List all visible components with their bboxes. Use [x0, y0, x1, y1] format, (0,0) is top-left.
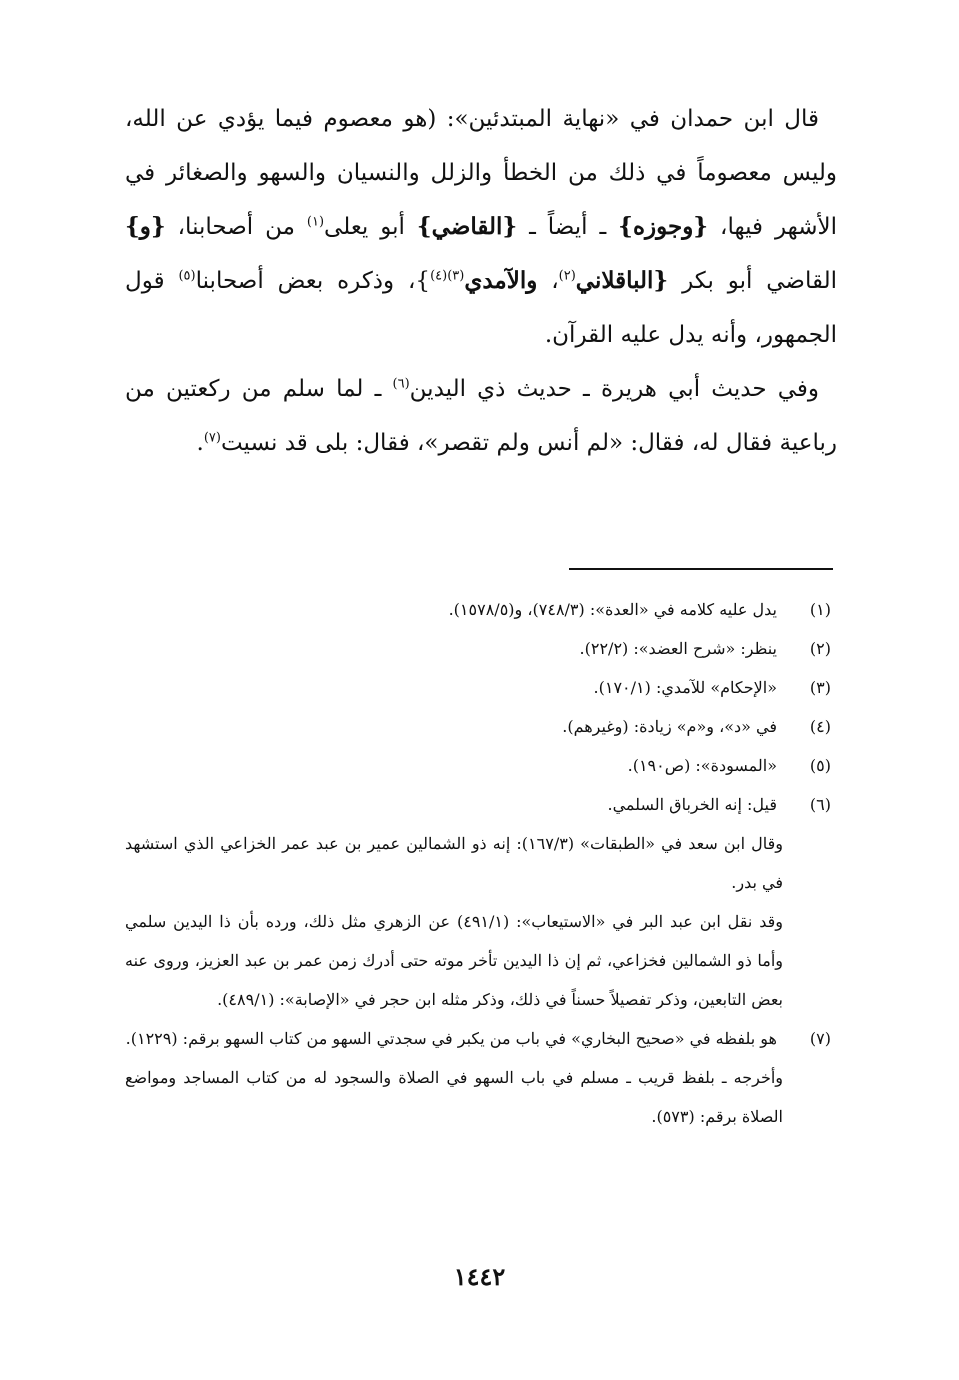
footnote-5 — [125, 746, 837, 785]
text-run: القاضي أبو بكر — [668, 268, 837, 294]
footnotes — [125, 590, 837, 1136]
footnote-7-continuation: وأخرجه ـ بلفظ قريب ـ مسلم في باب السهو في الصلاة والسجود له من كتاب المساجد ومواضع الصلاة برقم: (٥٧٣). — [125, 1068, 783, 1126]
footnote-number: (٢) — [809, 639, 831, 658]
bracketed-term: {الباقلاني — [575, 267, 669, 294]
footnote-divider — [569, 568, 833, 570]
footnote-number: (٥) — [809, 756, 831, 775]
text-run: ، — [537, 268, 559, 294]
footnote-ref[interactable]: (٦) — [392, 376, 410, 392]
footnote-ref[interactable]: (٣) — [447, 268, 465, 284]
footnote-text: يدل عليه كلامه في «العدة»: (٧٤٨/٣)، و(١٥٧٨/٥). — [448, 600, 777, 619]
text-run: وفي حديث أبي هريرة ـ حديث ذي اليدين — [409, 376, 819, 402]
footnote-2 — [125, 629, 837, 668]
text-run: }، وذكره بعض أصحابنا — [195, 268, 431, 294]
text-run: قال ابن حمدان في «نهاية المبتدئين»: (هو معصوم فيما يؤدي عن الله، وليس معصوماً في ذلك من الخطأ والزلل والنسيان والسهو والصغائر في الأشهر فيها، — [125, 106, 838, 240]
footnote-ref[interactable]: (٤) — [430, 268, 448, 284]
text-run: . — [196, 430, 204, 456]
text-run: من أصحابنا، — [165, 214, 307, 240]
footnote-6-continuation-2: وقد نقل ابن عبد البر في «الاستيعاب»: (٤٩١/١) عن الزهري مثل ذلك، ورده بأن ذا اليدين سلمي وأما ذو الشمالين فخزاعي، ثم إن ذا اليدين تأخر موته حتى أدرك زمن عمر بن عبد العزيز، وروى عنه بعض التابعين، وذكر تفصيلاً حسناً في ذلك، وذكر مثله ابن حجر في «الإصابة»: (٤٨٩/١). — [125, 912, 784, 1009]
bracketed-term: {وجوزه} — [618, 213, 709, 240]
footnote-ref[interactable]: (٢) — [558, 268, 576, 284]
footnote-ref[interactable]: (٧) — [203, 430, 221, 446]
text-run: أبو يعلى — [324, 214, 417, 240]
footnote-6-continuation-1: وقال ابن سعد في «الطبقات» (١٦٧/٣): إنه ذو الشمالين عمير بن عبد عمر الخزاعي الذي استشهد في بدر. — [125, 834, 784, 892]
footnote-1 — [125, 590, 837, 629]
main-paragraph-1 — [125, 92, 837, 362]
bracketed-term: {و} — [125, 213, 166, 240]
footnote-number: (٦) — [809, 795, 831, 814]
footnote-text: «المسودة»: (ص١٩٠). — [627, 756, 777, 775]
footnote-ref[interactable]: (٥) — [178, 268, 196, 284]
bracketed-term: {القاضي} — [416, 213, 518, 240]
footnote-7 — [125, 1019, 837, 1058]
footnote-3 — [125, 668, 837, 707]
main-text — [125, 92, 837, 470]
footnote-text: هو بلفظه في «صحيح البخاري» في باب من يكبر في سجدتي السهو من كتاب السهو برقم: (١٢٢٩). — [125, 1029, 777, 1048]
footnote-text: في «د»، و«م» زيادة: (وغيرهم). — [562, 717, 777, 736]
footnote-number: (٤) — [809, 717, 831, 736]
footnote-text: قيل: إنه الخرباق السلمي. — [607, 795, 777, 814]
footnote-number: (٣) — [809, 678, 831, 697]
footnote-number: (١) — [809, 600, 831, 619]
text-run: ـ لما سلم من ركعتين من رباعية فقال له، فقال: «لم أنس ولم تقصر»، فقال: بلى قد نسيت — [125, 376, 837, 456]
footnote-text: «الإحكام» للآمدي: (١٧٠/١). — [593, 678, 777, 697]
page-number: ١٤٤٢ — [453, 1262, 506, 1291]
footnote-6 — [125, 785, 837, 824]
text-run: قول الجمهور، وأنه يدل عليه القرآن. — [125, 268, 837, 348]
footnote-4 — [125, 707, 837, 746]
bracketed-term: والآمدي — [464, 267, 538, 294]
footnote-text: ينظر: «شرح العضد»: (٢٢/٢). — [579, 639, 777, 658]
footnote-ref[interactable]: (١) — [306, 214, 325, 230]
text-run: ـ أيضاً ـ — [517, 214, 619, 240]
main-paragraph-2 — [125, 362, 837, 470]
footnote-number: (٧) — [809, 1029, 831, 1048]
